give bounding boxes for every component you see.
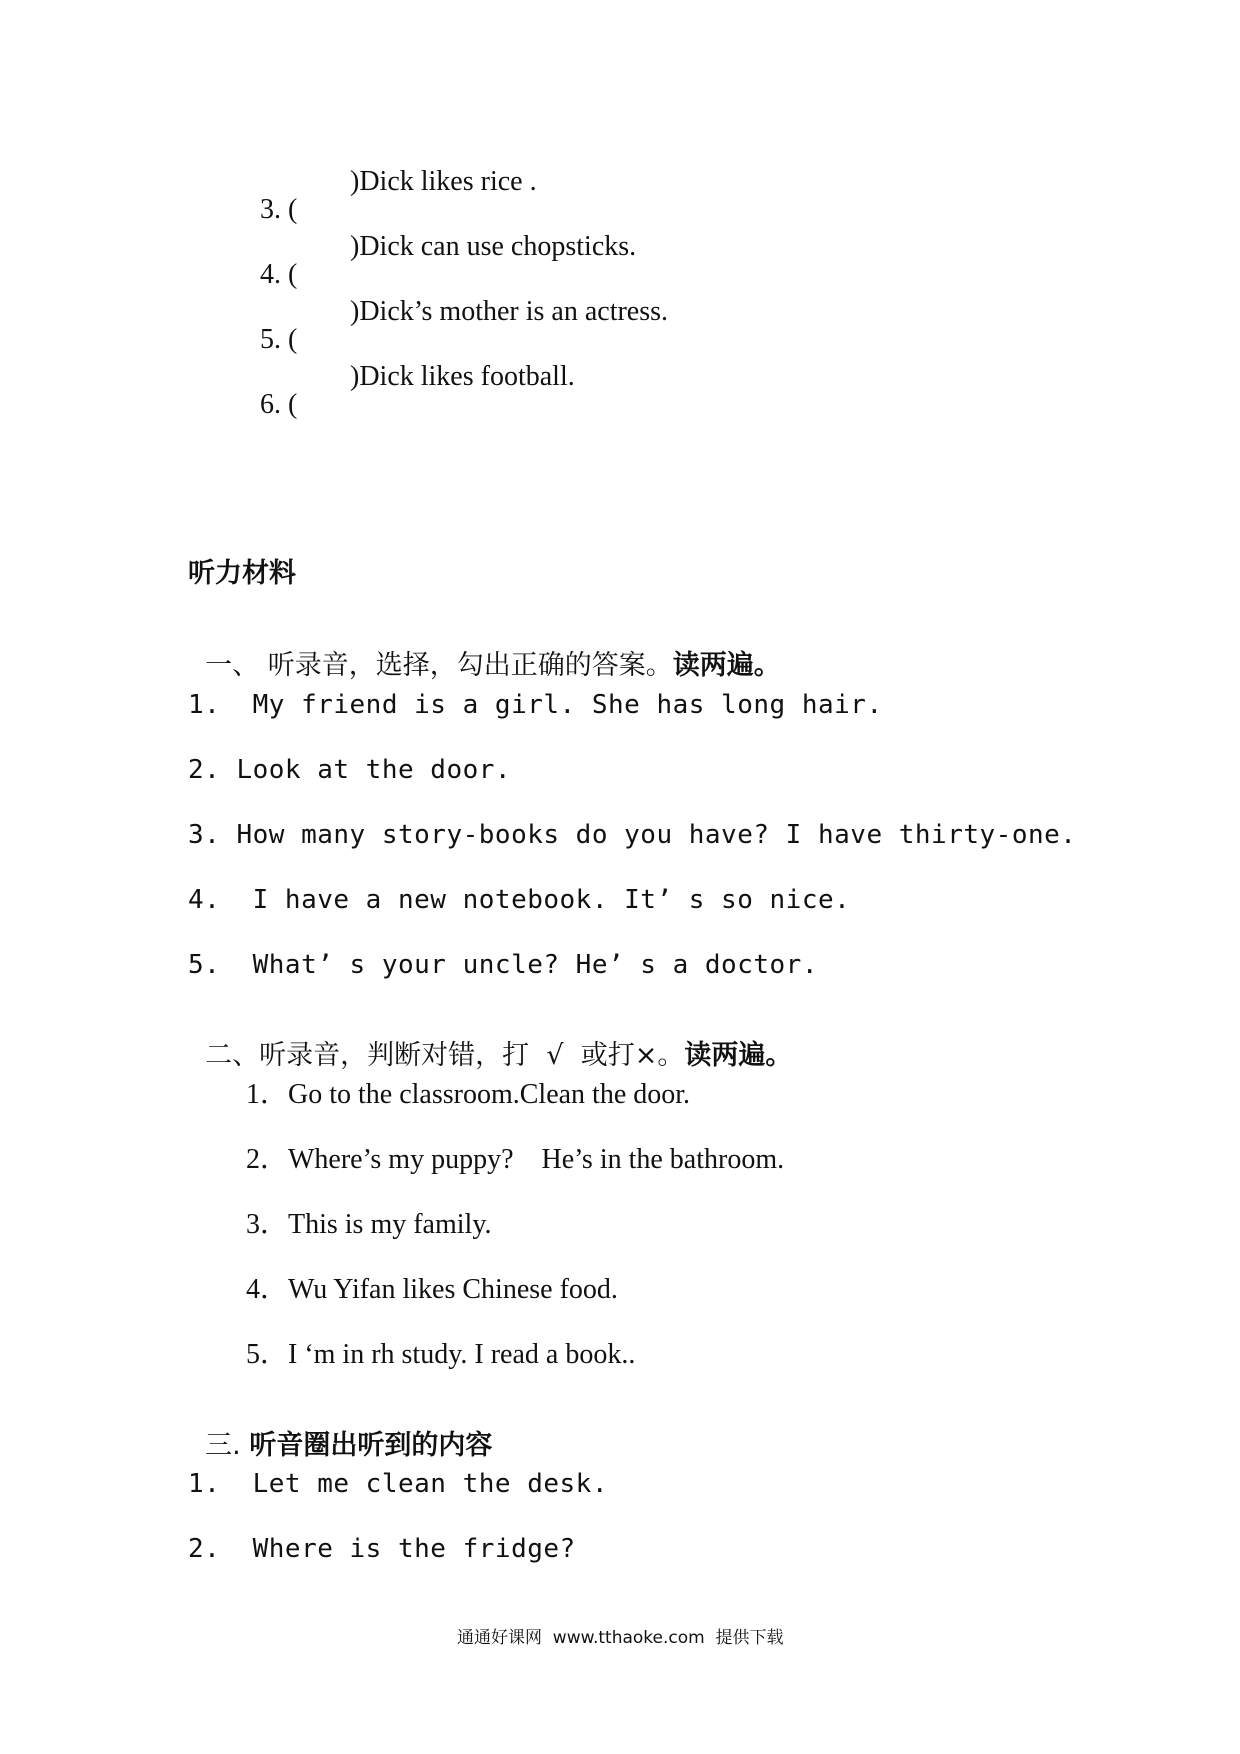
- judge-item-6: [246, 361, 575, 447]
- part3-item-2: 2. Where is the fridge?: [188, 1534, 576, 1564]
- judge-item-number: 4. (: [260, 259, 298, 290]
- part1-item-4: 4. I have a new notebook. It’ s so nice.: [188, 885, 851, 915]
- part3-heading: [188, 1405, 492, 1459]
- part1-item-5: 5. What’ s your uncle? He’ s a doctor.: [188, 950, 818, 980]
- judge-item-text: )Dick can use chopsticks.: [350, 231, 637, 262]
- part2-item-4: 4．Wu Yifan likes Chinese food.: [246, 1274, 618, 1305]
- judge-item-number: 3. (: [260, 194, 298, 225]
- part1-item-3: 3. How many story-books do you have? I have thirty-one.: [188, 820, 1077, 850]
- page-footer: 通通好课网 www.tthaoke.com 提供下载: [457, 1628, 784, 1648]
- part2-heading: [188, 1015, 792, 1069]
- part2-item-3: 3．This is my family.: [246, 1209, 492, 1240]
- part1-heading: [188, 625, 781, 679]
- part2-item-5: 5．I ‘m in rh study. I read a book..: [246, 1339, 636, 1370]
- judge-item-text: )Dick likes rice .: [350, 166, 537, 197]
- judge-item-text: )Dick’s mother is an actress.: [350, 296, 669, 327]
- part3-heading-text: 听音圈出听到的内容: [249, 1430, 493, 1461]
- judge-item-text: )Dick likes football.: [350, 361, 575, 392]
- part2-heading-emphasis: 读两遍。: [684, 1040, 793, 1071]
- part1-heading-text: 一、 听录音，选择，勾出正确的答案。: [205, 650, 673, 681]
- part3-heading-prefix: 三.: [205, 1430, 250, 1461]
- part1-heading-emphasis: 读两遍。: [672, 650, 781, 681]
- part2-heading-text: 二、听录音，判断对错，打 √ 或打×。: [205, 1040, 685, 1071]
- judge-item-number: 6. (: [260, 389, 298, 420]
- part3-item-1: 1. Let me clean the desk.: [188, 1469, 608, 1499]
- section-title: 听力材料: [188, 558, 296, 589]
- part1-item-2: 2. Look at the door.: [188, 755, 512, 785]
- part1-item-1: 1. My friend is a girl. She has long hair.: [188, 690, 883, 720]
- part2-item-2: 2．Where’s my puppy? He’s in the bathroom.: [246, 1144, 785, 1175]
- part2-item-1: 1．Go to the classroom.Clean the door.: [246, 1079, 691, 1110]
- judge-item-number: 5. (: [260, 324, 298, 355]
